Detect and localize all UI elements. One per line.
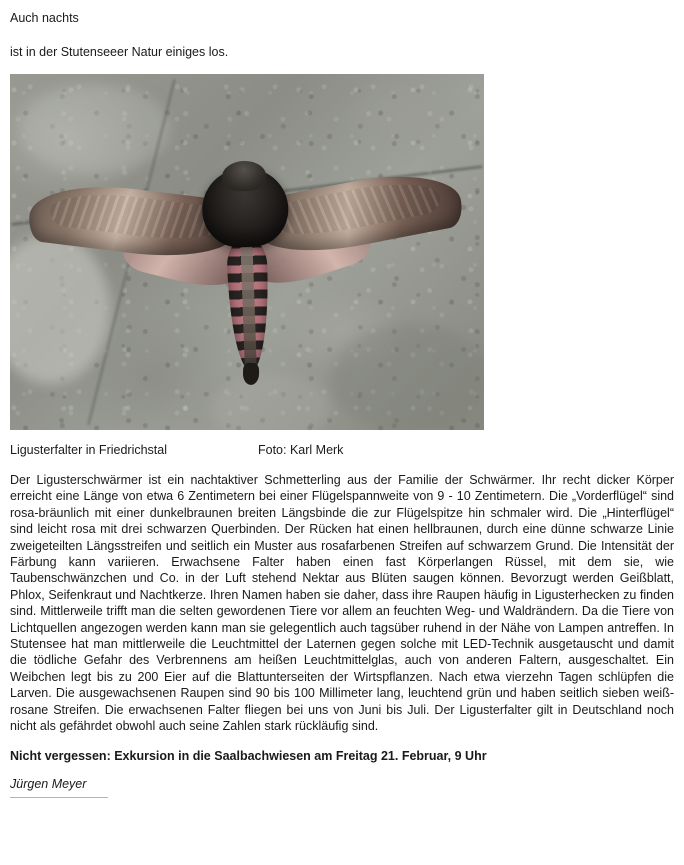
article-body: Der Ligusterschwärmer ist ein nachtaktiver Schmetterling aus der Familie der Schwärmer. Ihr recht dicker Körper erreicht eine Länge von etwa 6 Zentimetern bei einer Flügelspannweite von 9 - 10 Zentimetern. Die „Vorderflügel“ sind rosa-bräunlich mit einer dunkelbraunen breiten Längsbinde die zur Flügelspitze hin schmaler wird. Die „Hinterflügel“ sind leicht rosa mit drei schwarzen Querbinden. Der Rücken hat einen hellbraunen, durch eine dünne schwarze Linie zweigeteilten Längsstreifen und seitlich ein Muster aus rosafarbenen Streifen auf schwarzem Grund. Die Intensität der Färbung kann variieren. Erwachsene Falter haben einen fast Körperlangen Rüssel, mit dem sie, wie Taubenschwänzchen und Co. in der Luft stehend Nektar aus Blüten saugen können. Bevorzugt werden Geißblatt, Phlox, Seifenkraut und Nachtkerze. Ihren Namen haben sie daher, dass ihre Raupen häufig in Ligusterhecken zu finden sind. Mittlerweile trifft man die selten gewordenen Tiere vor allem an feuchten Weg- und Waldrändern. Da die Tiere von Lichtquellen angezogen werden kann man sie gelegentlich auch tagsüber ruhend in der Nähe von Lampen antreffen. In Stutensee hat man mittlerweile die Leuchtmittel der Laternen gegen solche mit LED-Technik ausgetauscht und damit die tödliche Gefahr des Verbrennens am heißen Leuchtmittelglas, auch von anderen Faltern, ausgeschaltet. Ein Weibchen legt bis zu 200 Eier auf die Blattunterseiten der Wirtspflanzen. Nach etwa vierzehn Tagen schlüpfen die Larven. Die ausgewachsenen Raupen sind 90 bis 100 Millimeter lang, leuchtend grün und haben seitlich sieben weiß-rosane Streifen. Die erwachsenen Falter fliegen bei uns von Juni bis Juli. Der Ligusterfalter gilt in Deutschland noch nicht als gefährdet obwohl auch seine Zahlen stark rückläufig sind. [10, 473, 674, 734]
moth-illustration [23, 132, 471, 387]
lead-line-1: Auch nachts [10, 11, 79, 25]
moth-head [222, 160, 267, 192]
photo-caption: Ligusterfalter in Friedrichstal [10, 443, 168, 457]
moth-abdomen [226, 238, 271, 371]
event-notice: Nicht vergessen: Exkursion in die Saalbachwiesen am Freitag 21. Februar, 9 Uhr [10, 748, 487, 763]
signature-rule [10, 797, 108, 798]
article-photo [10, 74, 484, 430]
photo-credit: Foto: Karl Merk [258, 443, 344, 457]
lead-line-2: ist in der Stutenseeer Natur einiges los. [10, 45, 229, 59]
photo-caption-row [10, 442, 674, 458]
author-signature: Jürgen Meyer [10, 776, 87, 791]
